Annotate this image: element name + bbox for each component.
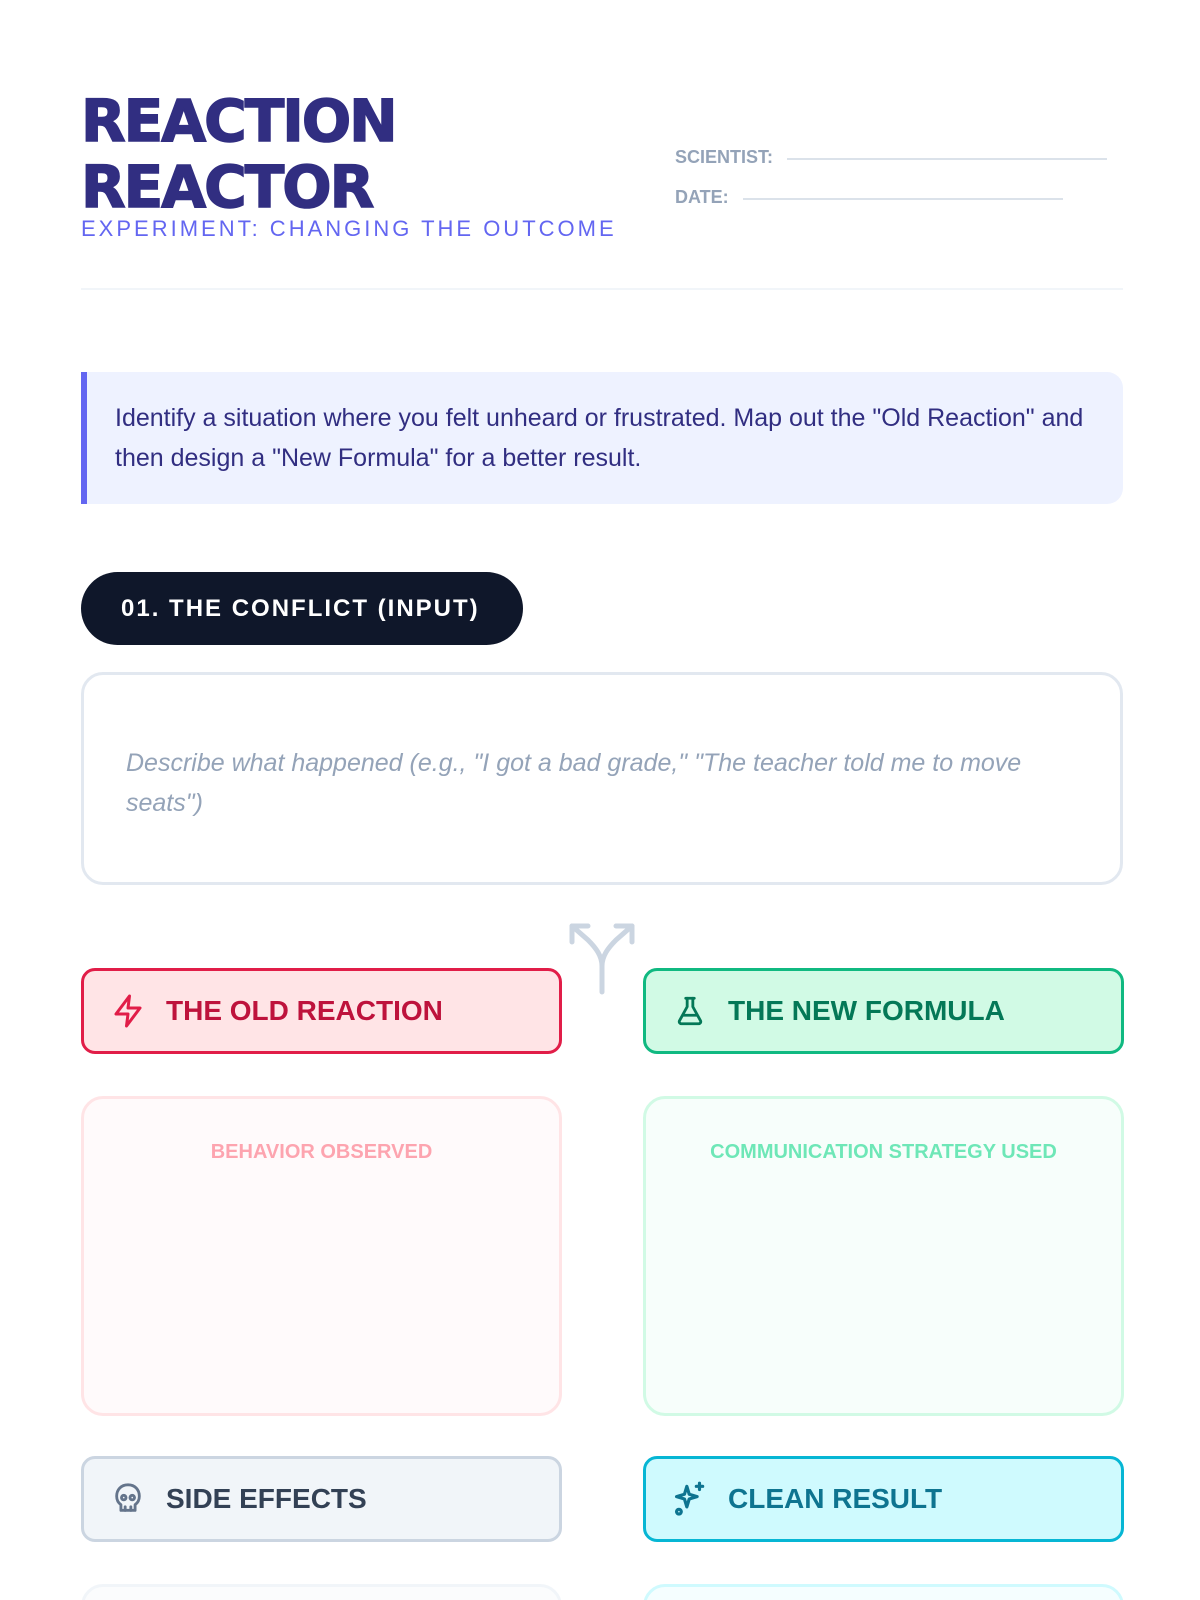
side-effects-title: SIDE EFFECTS (166, 1483, 367, 1514)
title-line-1: REACTION (81, 87, 396, 155)
conflict-section-label (81, 572, 523, 645)
title-line-2: REACTOR (81, 153, 373, 221)
scientist-field[interactable] (787, 158, 1107, 160)
communication-strategy-box[interactable] (643, 1096, 1124, 1416)
old-reaction-title: THE OLD REACTION (166, 995, 443, 1026)
new-formula-header (643, 968, 1124, 1054)
conflict-input-box[interactable] (81, 672, 1123, 885)
scientist-row (675, 130, 1125, 170)
old-reaction-header (81, 968, 562, 1054)
split-arrows-icon (566, 920, 638, 996)
side-effects-box[interactable] (81, 1584, 562, 1600)
subtitle: EXPERIMENT: CHANGING THE OUTCOME (81, 216, 617, 241)
date-field[interactable] (743, 198, 1063, 200)
sparkles-icon (670, 1479, 710, 1519)
behavior-observed-box[interactable] (81, 1096, 562, 1416)
communication-strategy-label: COMMUNICATION STRATEGY USED (710, 1141, 1057, 1163)
meta-fields (675, 130, 1125, 210)
behavior-observed-label: BEHAVIOR OBSERVED (210, 1141, 433, 1163)
conflict-section-text: 01. THE CONFLICT (INPUT) (121, 594, 480, 622)
date-row (675, 170, 1125, 210)
scientist-label: SCIENTIST: (675, 147, 774, 167)
instructions-callout (81, 372, 1123, 504)
worksheet-title (81, 88, 641, 220)
side-effects-header (81, 1456, 562, 1542)
new-formula-title: THE NEW FORMULA (728, 995, 1005, 1026)
flask-icon (670, 991, 710, 1031)
date-label: DATE: (675, 187, 729, 207)
clean-result-box[interactable] (643, 1584, 1124, 1600)
skull-icon (108, 1479, 148, 1519)
clean-result-header (643, 1456, 1124, 1542)
clean-result-title: CLEAN RESULT (728, 1483, 943, 1514)
instructions-text: Identify a situation where you felt unheard or frustrated. Map out the "Old Reaction" and then design a "New Formula" for a better result. (115, 404, 1084, 472)
lightning-icon (108, 991, 148, 1031)
conflict-placeholder: Describe what happened (e.g., "I got a bad grade," "The teacher told me to move seats") (126, 749, 1022, 817)
header-divider (81, 288, 1123, 290)
